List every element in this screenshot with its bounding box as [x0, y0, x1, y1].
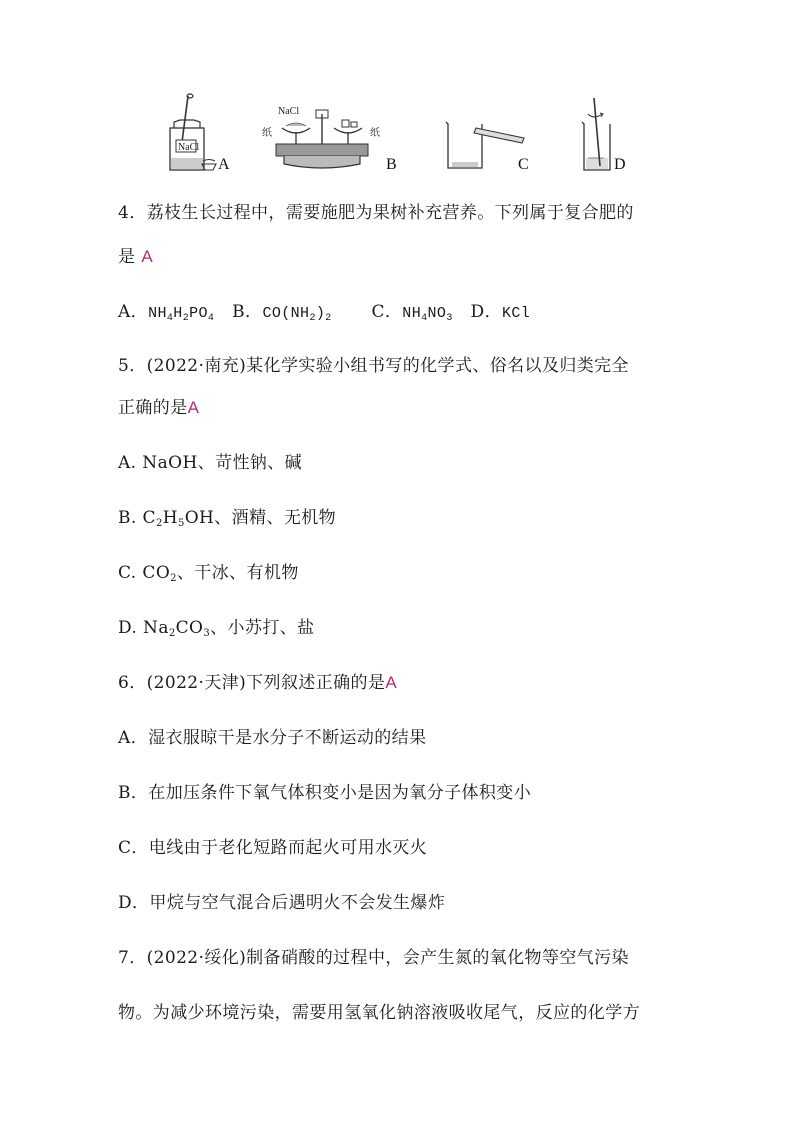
q5-answer: A: [187, 398, 200, 417]
q4-stem-tail: 是: [118, 247, 136, 267]
figure-b-letter: B: [386, 156, 397, 173]
balance-diagram: [262, 92, 382, 184]
q5-stem-text: 5．(2022·南充)某化学实验小组书写的化学式、俗名以及归类完全: [118, 356, 629, 376]
q5-option-a: [118, 451, 302, 475]
balance-paper-right-text: 纸: [370, 128, 380, 139]
q5-stem-line1: [118, 354, 629, 378]
q5-stem-tail: 正确的是: [118, 398, 188, 418]
q4-option-c-formula: $NH_4NO_3$: [402, 305, 453, 324]
bottle-label-text: NaCl: [178, 142, 200, 153]
q6-option-c: C．电线由于老化短路而起火可用水灭火: [118, 838, 428, 858]
q4-stem-text: 4．荔枝生长过程中，需要施肥为果树补充营养。下列属于复合肥的: [118, 203, 634, 223]
q4-options: [118, 300, 530, 331]
q7-stem-line2: 物。为减少环境污染，需要用氢氧化钠溶液吸收尾气，反应的化学方: [118, 1003, 640, 1023]
q5-option-a-text: NaOH、苛性钠、碱: [142, 453, 303, 473]
balance-chemical-text: NaCl: [278, 106, 300, 117]
balance-paper-left-text: 纸: [262, 128, 272, 139]
q6-option-a: A．湿衣服晾干是水分子不断运动的结果: [118, 728, 427, 748]
figure-d: [574, 92, 634, 184]
q5-option-d: [118, 616, 315, 646]
q4-option-d-formula: KCl: [501, 305, 531, 322]
q5-option-c-label: C.: [118, 563, 137, 583]
q4-option-a-label: A．: [118, 302, 149, 322]
q5-option-d-text: 、小苏打、盐: [210, 618, 315, 638]
figure-c-letter: C: [518, 156, 529, 173]
figure-a: [160, 92, 240, 184]
q4-answer: A: [141, 247, 154, 266]
q5-option-b-label: B.: [118, 508, 137, 528]
q4-option-b-label: B．: [232, 302, 263, 322]
apparatus-figure-row: [0, 92, 794, 184]
q4-option-b-formula: $CO(NH_2)_2$: [262, 305, 332, 324]
q5-option-c: [118, 561, 299, 591]
q4-stem-line2: [118, 245, 153, 269]
q4-option-d-label: D．: [470, 302, 502, 322]
q5-option-a-label: A.: [118, 453, 137, 473]
q5-option-d-label: D.: [118, 618, 138, 638]
figure-a-letter: A: [218, 156, 230, 173]
q6-option-d: D．甲烷与空气混合后遇明火不会发生爆炸: [118, 893, 446, 913]
figure-b: [262, 92, 402, 184]
q6-stem: [118, 671, 397, 695]
q5-option-b: [118, 506, 336, 536]
q5-option-b-text: 、酒精、无机物: [214, 508, 337, 528]
q6-stem-text: 6．(2022·天津)下列叙述正确的是: [118, 673, 386, 693]
q5-stem-line2: [118, 396, 199, 420]
q5-option-d-formula: $Na_2CO_3$: [143, 618, 211, 639]
q6-option-b: B．在加压条件下氧气体积变小是因为氧分子体积变小: [118, 783, 532, 803]
q5-option-c-text: 、干冰、有机物: [176, 563, 299, 583]
q7-stem-line1: 7．(2022·绥化)制备硝酸的过程中，会产生氮的氧化物等空气污染: [118, 948, 629, 968]
q4-option-c-label: C．: [371, 302, 403, 322]
q4-stem-line1: [118, 201, 634, 225]
figure-d-letter: D: [614, 156, 626, 173]
q4-option-a-formula: $NH_4H_2PO_4$: [148, 305, 215, 324]
figure-c: [440, 92, 540, 184]
q6-answer: A: [385, 673, 398, 692]
q5-option-b-formula: $C_2H_5OH$: [142, 508, 215, 529]
q5-option-c-formula: $CO_2$: [142, 563, 177, 584]
